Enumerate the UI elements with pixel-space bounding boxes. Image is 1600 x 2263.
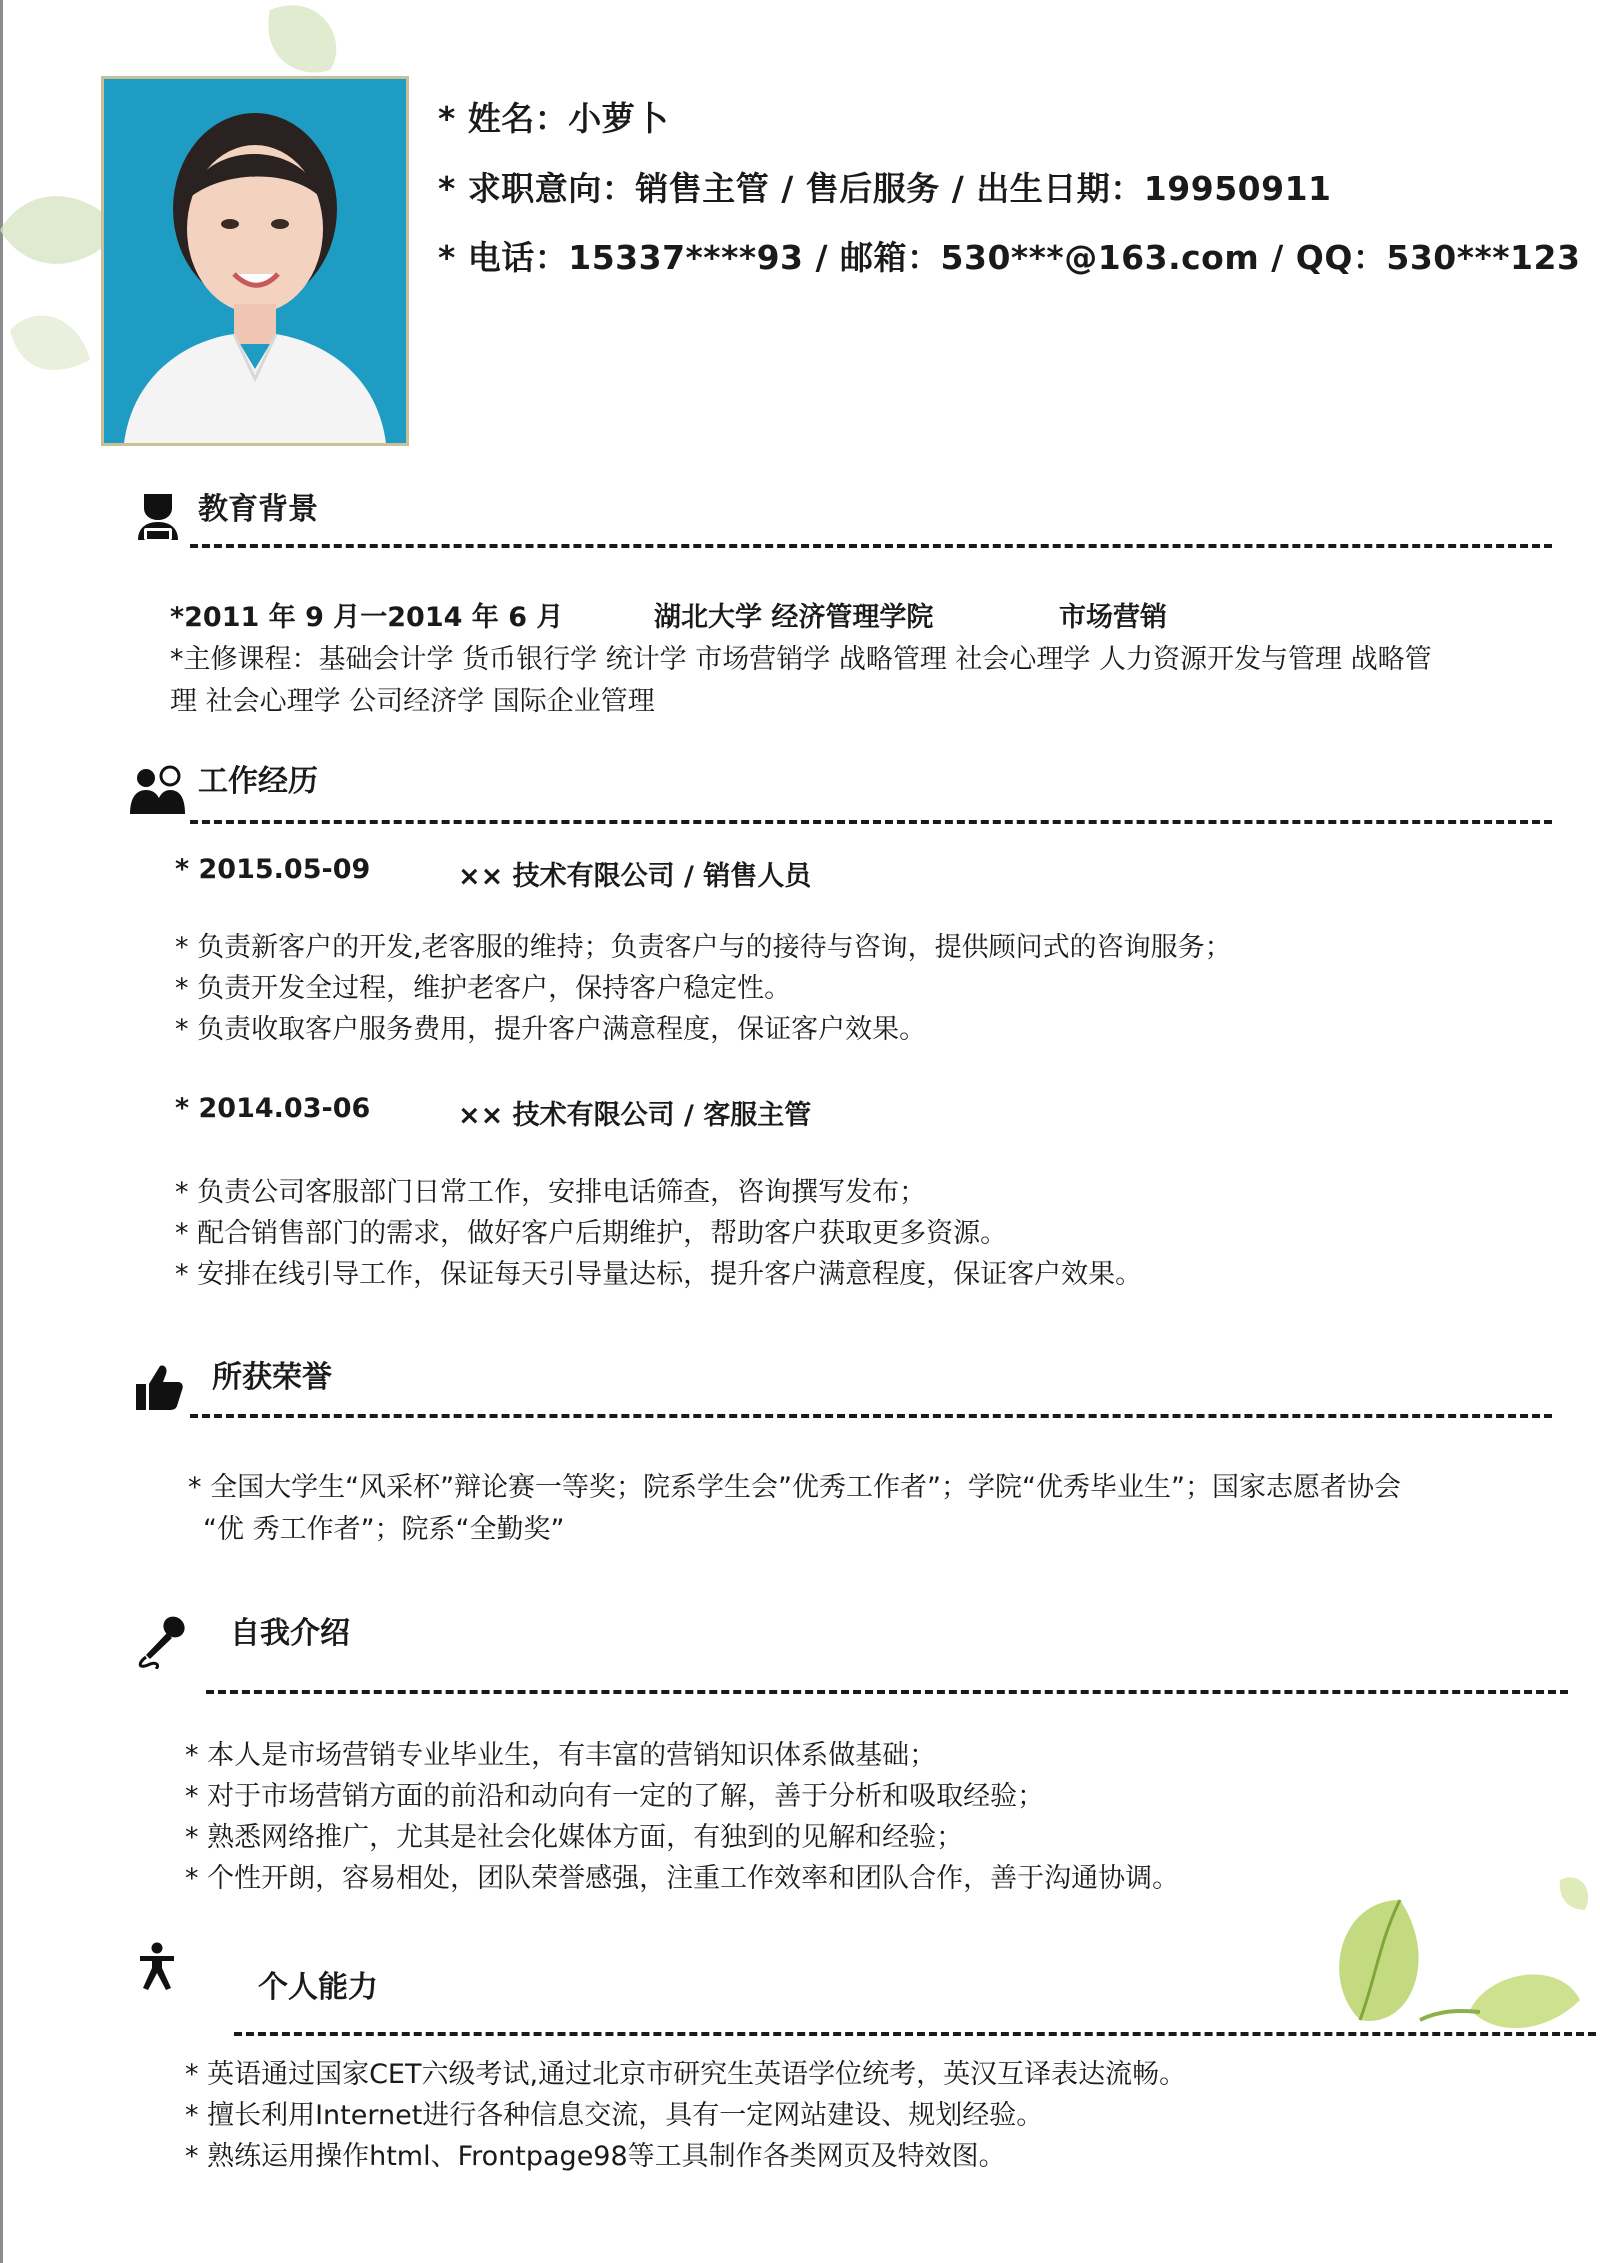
intro-line-4: * 个性开朗，容易相处，团队荣誉感强，注重工作效率和团队合作，善于沟通协调。	[185, 1863, 1180, 1894]
job-1-company: ×× 技术有限公司 / 销售人员	[458, 861, 812, 892]
education-courses-line2: 理 社会心理学 公司经济学 国际企业管理	[170, 686, 655, 717]
student-icon	[134, 488, 182, 544]
skills-divider	[234, 2032, 1596, 2036]
skills-line-1: * 英语通过国家CET六级考试,通过北京市研究生英语学位统考，英汉互译表达流畅。	[185, 2059, 1187, 2090]
thumbs-up-icon	[134, 1362, 184, 1412]
education-school: 湖北大学 经济管理学院	[654, 602, 934, 633]
job-1-duty-1: * 负责新客户的开发,老客服的维持；负责客户与的接待与咨询，提供顾问式的咨询服务；	[175, 932, 1232, 963]
education-courses-line1: *主修课程：基础会计学 货币银行学 统计学 市场营销学 战略管理 社会心理学 人力资源开发与管理 战略管	[170, 644, 1432, 675]
job-2-duty-2: * 配合销售部门的需求，做好客户后期维护，帮助客户获取更多资源。	[175, 1218, 1008, 1249]
honors-divider	[190, 1414, 1552, 1418]
honors-title: 所获荣誉	[212, 1360, 332, 1395]
work-title: 工作经历	[198, 764, 318, 799]
skills-line-2: * 擅长利用Internet进行各种信息交流，具有一定网站建设、规划经验。	[185, 2100, 1044, 2131]
skills-title: 个人能力	[258, 1970, 378, 2005]
intro-divider	[206, 1690, 1568, 1694]
job-2-duty-1: * 负责公司客服部门日常工作，安排电话筛查，咨询撰写发布；	[175, 1177, 927, 1208]
job-1-date: * 2015.05-09	[175, 854, 371, 885]
name-line: * 姓名：小萝卜	[438, 99, 669, 138]
education-divider	[190, 544, 1552, 548]
intro-line-1: * 本人是市场营销专业毕业生，有丰富的营销知识体系做基础；	[185, 1740, 937, 1771]
person-icon	[138, 1942, 176, 1990]
skills-line-3: * 熟练运用操作html、Frontpage98等工具制作各类网页及特效图。	[185, 2141, 1006, 2172]
education-major: 市场营销	[1059, 602, 1167, 633]
intro-title: 自我介绍	[230, 1616, 350, 1651]
education-title: 教育背景	[198, 492, 318, 527]
team-icon	[128, 762, 186, 818]
job-1-duty-3: * 负责收取客户服务费用，提升客户满意程度，保证客户效果。	[175, 1014, 927, 1045]
intro-line-2: * 对于市场营销方面的前沿和动向有一定的了解，善于分析和吸取经验；	[185, 1781, 1045, 1812]
honors-line1: * 全国大学生“风采杯”辩论赛一等奖；院系学生会”优秀工作者”；学院“优秀毕业生”；国家志愿者协会	[188, 1472, 1402, 1503]
honors-line2: “优 秀工作者”；院系“全勤奖”	[203, 1514, 565, 1545]
job-1-duty-2: * 负责开发全过程，维护老客户，保持客户稳定性。	[175, 973, 792, 1004]
job-intent-line: * 求职意向：销售主管 / 售后服务 / 出生日期：19950911	[438, 169, 1332, 208]
job-2-company: ×× 技术有限公司 / 客服主管	[458, 1100, 812, 1131]
leaf-decoration-bottom-right	[1320, 1860, 1600, 2120]
job-2-date: * 2014.03-06	[175, 1093, 371, 1124]
work-divider	[190, 820, 1552, 824]
profile-photo	[101, 76, 409, 446]
contact-line: * 电话：15337****93 / 邮箱：530***@163.com / QQ：530***123	[438, 238, 1581, 277]
intro-line-3: * 熟悉网络推广，尤其是社会化媒体方面，有独到的见解和经验；	[185, 1822, 964, 1853]
job-2-duty-3: * 安排在线引导工作，保证每天引导量达标，提升客户满意程度，保证客户效果。	[175, 1259, 1143, 1290]
education-period: *2011 年 9 月一2014 年 6 月	[170, 602, 564, 633]
microphone-icon	[134, 1613, 188, 1669]
